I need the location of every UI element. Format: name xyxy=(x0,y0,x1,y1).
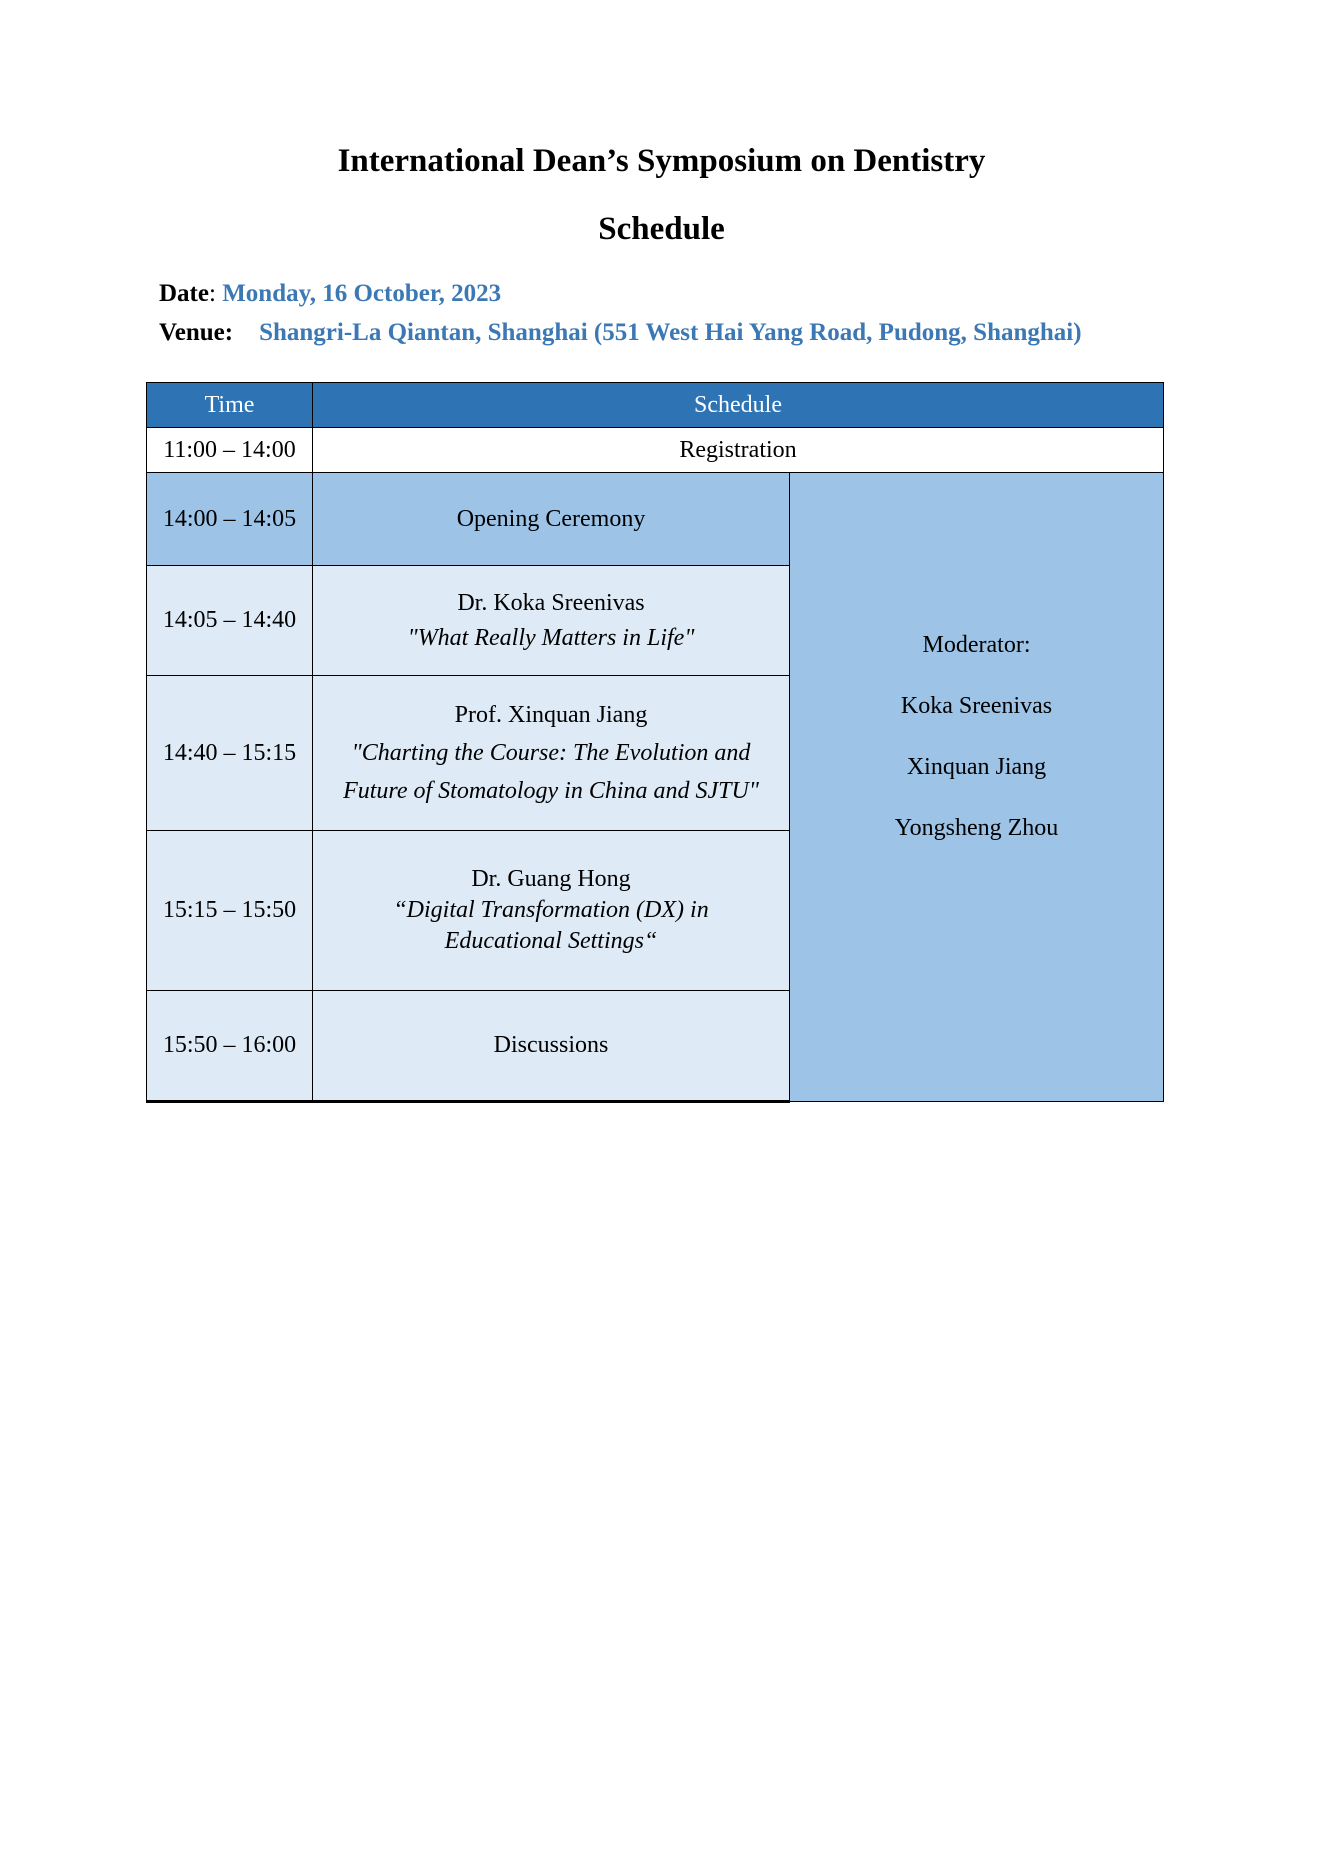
row-session xyxy=(313,676,790,831)
moderator-name: Yongsheng Zhou xyxy=(894,815,1059,841)
row-session xyxy=(313,473,790,566)
moderator-name: Koka Sreenivas xyxy=(900,693,1053,719)
row-time: 14:40 – 15:15 xyxy=(147,676,313,831)
date-line: Date: Monday, 16 October, 2023 xyxy=(159,280,502,307)
moderator-name: Xinquan Jiang xyxy=(906,754,1047,780)
registration-time: 11:00 – 14:00 xyxy=(147,428,313,473)
speaker-name: Dr. Koka Sreenivas xyxy=(457,589,645,616)
talk-title: “Digital Transformation (DX) in Educational Settings“ xyxy=(393,897,709,954)
row-time: 14:00 – 14:05 xyxy=(147,473,313,566)
session-title: Opening Ceremony xyxy=(456,505,646,532)
moderator-cell xyxy=(790,473,1164,1102)
talk-title: "Charting the Course: The Evolution and Future of Stomatology in China and SJTU" xyxy=(343,740,759,804)
row-time: 14:05 – 14:40 xyxy=(147,566,313,676)
registration-label: Registration xyxy=(313,428,1164,473)
date-label: Date xyxy=(159,280,209,307)
session-title: Discussions xyxy=(493,1032,609,1058)
venue-line xyxy=(159,319,1082,347)
document-subtitle: Schedule xyxy=(598,211,725,247)
speaker-name: Dr. Guang Hong xyxy=(471,866,631,892)
moderator-label: Moderator: xyxy=(922,632,1031,658)
venue-label: Venue: xyxy=(159,319,234,346)
schedule-table xyxy=(146,382,1164,1103)
document-title: International Dean’s Symposium on Dentistry xyxy=(337,143,986,179)
speaker-name: Prof. Xinquan Jiang xyxy=(454,702,648,728)
header-schedule: Schedule xyxy=(313,383,1164,428)
row-session xyxy=(313,831,790,991)
row-time: 15:15 – 15:50 xyxy=(147,831,313,991)
row-time: 15:50 – 16:00 xyxy=(147,991,313,1102)
venue-value: Shangri-La Qiantan, Shanghai (551 West Hai Yang Road, Pudong, Shanghai) xyxy=(259,319,1082,346)
table-row xyxy=(147,473,1164,566)
row-session xyxy=(313,566,790,676)
table-header-row xyxy=(147,383,1164,428)
talk-title: "What Really Matters in Life" xyxy=(407,624,695,651)
row-session xyxy=(313,991,790,1102)
registration-row xyxy=(147,428,1164,473)
date-value: Monday, 16 October, 2023 xyxy=(222,280,502,307)
header-time: Time xyxy=(147,383,313,428)
